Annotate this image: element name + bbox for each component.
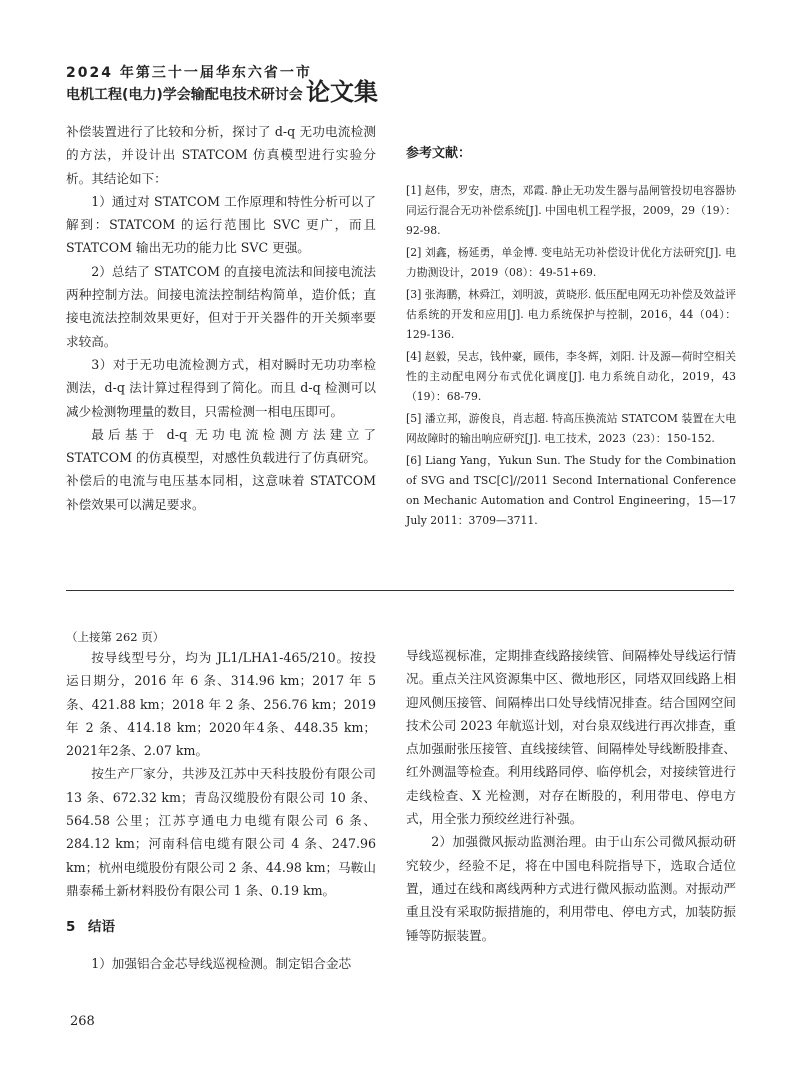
- paragraph: 补偿装置进行了比较和分析，探讨了 d-q 无功电流检测的方法，并设计出 STATCOM 仿真模型进行实验分析。其结论如下：: [66, 124, 376, 186]
- reference-item: [3] 张海鹏，林舜江，刘明波，黄晓形. 低压配电网无功补偿及效益评估系统的开发和应用[J]. 电力系统保护与控制，2016，44（04）：129-136.: [406, 288, 736, 342]
- reference-item: [4] 赵毅，吴志，钱仲豪，顾伟，李冬辉，刘阳. 计及源—荷时空相关性的主动配电网分布式优化调度[J]. 电力系统自动化，2019，43（19）：68-79.: [406, 350, 736, 404]
- reference-item: [6] Liang Yang，Yukun Sun. The Study for the Combination of SVG and TSC[C]//2011 Second International Conference on Mechanic Automation and Control Engineering，15—17 July 2011：3709—3711.: [406, 454, 736, 528]
- header-proceedings-title: 论文集: [306, 78, 378, 106]
- paragraph: 按导线型号分，均为 JL1/LHA1-465/210。按投运日期分，2016 年 6 条、314.96 km；2017 年 5 条、421.88 km；2018 年 2 条、256.76 km；2019 年 2 条、414.18 km；2020年4条、448.35 km；2021年2条、2.07 km。: [66, 650, 376, 759]
- header-society-line: 电机工程(电力)学会输配电技术研讨会: [66, 87, 303, 103]
- running-header: [66, 64, 486, 110]
- continued-article-left-column: [66, 628, 376, 975]
- continued-article-right-column: [406, 644, 736, 947]
- continued-from-note: （上接第 262 页）: [66, 630, 165, 644]
- conclusion-column: [66, 120, 376, 516]
- section-heading: [66, 916, 376, 939]
- reference-item: [2] 刘鑫，杨延勇，单金博. 变电站无功补偿设计优化方法研究[J]. 电力勘测设计，2019（08）：49-51+69.: [406, 246, 736, 280]
- paragraph: 1）加强铝合金芯导线巡视检测。制定铝合金芯: [91, 955, 352, 971]
- references-column: [406, 142, 736, 533]
- reference-item: [1] 赵伟，罗安，唐杰，邓霞. 静止无功发生器与晶闸管投切电容器协同运行混合无功补偿系统[J]. 中国电机工程学报，2009，29（19）：92-98.: [406, 184, 736, 238]
- paragraph: 3）对于无功电流检测方式，相对瞬时无功功率检测法，d-q 法计算过程得到了简化。而且 d-q 检测可以减少检测物理量的数目，只需检测一相电压即可。: [66, 356, 376, 419]
- paragraph: 2）加强微风振动监测治理。由于山东公司微风振动研究较少，经验不足，将在中国电科院指导下，选取合适位置，通过在线和离线两种方式进行微风振动监测。对振动严重且没有采取防振措施的，利用带电、停电方式，加装防振锤等防振装置。: [406, 834, 736, 943]
- references-title: 参考文献：: [406, 146, 472, 161]
- section-title: 结语: [88, 919, 115, 936]
- section-number: 5: [66, 919, 76, 936]
- header-conference-line: 2024 年第三十一届华东六省一市: [66, 65, 312, 81]
- section-divider: [66, 590, 734, 591]
- paragraph: 按生产厂家分，共涉及江苏中天科技股份有限公司 13 条、672.32 km；青岛汉缆股份有限公司 10 条、564.58 公里；江苏亨通电力电缆有限公司 6 条、284.12 km；河南科信电缆有限公司 4 条、247.96 km；杭州电缆股份有限公司 2 条、44.98 km；马鞍山鼎泰稀土新材料股份有限公司 1 条、0.19 km。: [66, 766, 376, 898]
- paragraph: 1）通过对 STATCOM 工作原理和特性分析可以了解到：STATCOM 的运行范围比 SVC 更广，而且 STATCOM 输出无功的能力比 SVC 更强。: [66, 193, 376, 256]
- paragraph: 最后基于 d-q 无功电流检测方法建立了 STATCOM 的仿真模型，对感性负载进行了仿真研究。补偿后的电流与电压基本同相，这意味着 STATCOM 补偿效果可以满足要求。: [66, 426, 376, 512]
- reference-item: [5] 潘立邦，游俊良，肖志超. 特高压换流站 STATCOM 装置在大电网故障时的输出响应研究[J]. 电工技术，2023（23）：150-152.: [406, 412, 736, 446]
- paragraph: 2）总结了 STATCOM 的直接电流法和间接电流法两种控制方法。间接电流法控制结构简单，造价低；直接电流法控制效果更好，但对于开关器件的开关频率要求较高。: [66, 263, 376, 349]
- paragraph: 导线巡视标准，定期排查线路接续管、间隔棒处导线运行情况。重点关注风资源集中区、微地形区，同塔双回线路上相迎风侧压接管、间隔棒出口处导线情况排查。结合国网空间技术公司 2023 年航巡计划，对台泉双线进行再次排查，重点加强耐张压接管、直线接续管、间隔棒处导线断股排查、红外测温等检查。利用线路同停、临停机会，对接续管进行走线检查、X 光检测，对存在断股的，利用带电、停电方式，用全张力预绞丝进行补强。: [406, 648, 736, 827]
- page-number: 268: [70, 1014, 95, 1029]
